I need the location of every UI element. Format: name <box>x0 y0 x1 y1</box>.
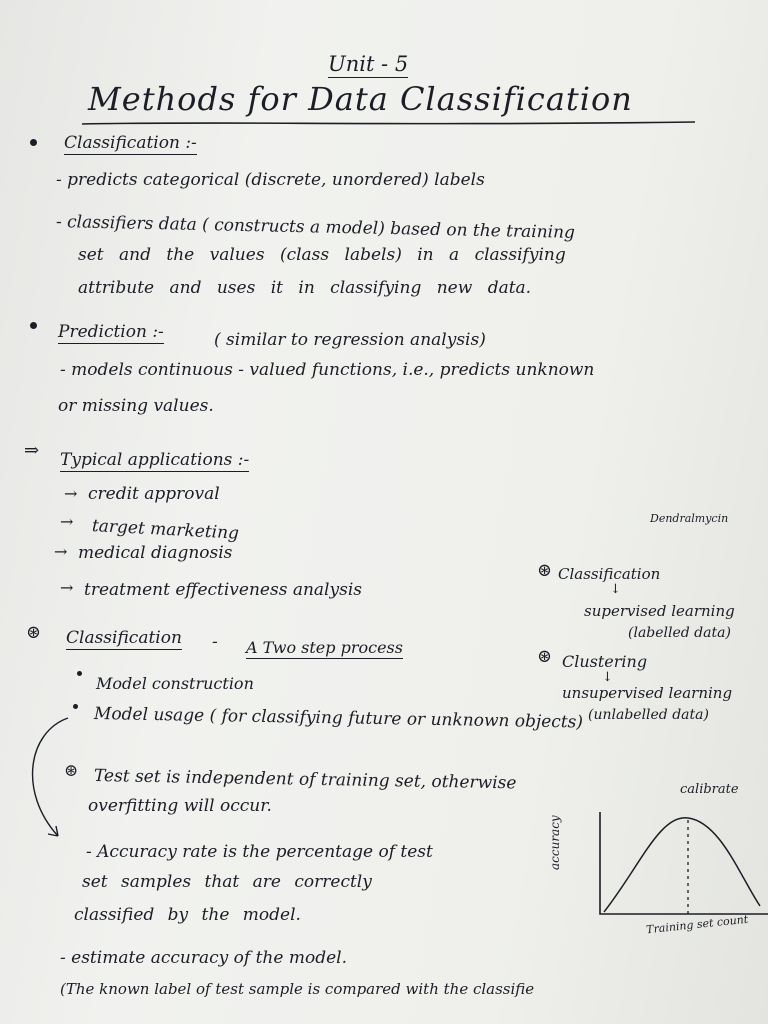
app-arrow-icon: → <box>54 542 68 561</box>
side-supervised: supervised learning <box>584 602 735 620</box>
two-step-dash: - <box>212 632 218 652</box>
two-step-rest: A Two step process <box>246 638 403 657</box>
accuracy-line2: set samples that are correctly <box>82 872 372 892</box>
down-arrow-icon: ↓ <box>610 582 621 597</box>
side-labelled: (labelled data) <box>628 625 731 641</box>
classification-line3: set and the values (class labels) in a classifying <box>78 245 566 265</box>
star-icon: ⊛ <box>64 761 79 781</box>
prediction-line1: - models continuous - valued functions, i.e., predicts unknown <box>60 360 595 380</box>
star-icon: ⊛ <box>26 622 42 643</box>
two-step-item2: Model usage ( for classifying future or unknown objects) <box>93 704 584 733</box>
app-arrow-icon: → <box>60 578 74 597</box>
accuracy-line1: - Accuracy rate is the percentage of test <box>86 842 433 862</box>
page-title: Methods for Data Classification <box>88 80 633 118</box>
graph-ylabel: accuracy <box>548 815 562 870</box>
side-classification: Classification <box>558 565 661 583</box>
application-item: target marketing <box>91 516 240 544</box>
test-set-calibrate: calibrate <box>680 782 739 797</box>
prediction-bullet <box>30 322 37 329</box>
two-step-item1: Model construction <box>96 674 254 693</box>
accuracy-line3: classified by the model. <box>74 905 301 925</box>
arrow-icon: ⇒ <box>24 440 40 461</box>
list-bullet <box>77 671 82 676</box>
down-arrow-icon: ↓ <box>602 670 613 685</box>
side-clustering: Clustering <box>562 652 648 671</box>
two-step-heading: Classification <box>66 628 182 648</box>
prediction-heading: Prediction :- <box>58 322 164 342</box>
app-arrow-icon: → <box>64 484 78 503</box>
application-item: treatment effectiveness analysis <box>84 580 362 600</box>
star-icon: ⊛ <box>537 560 553 581</box>
classification-heading: Classification :- <box>64 133 197 153</box>
classification-bullet <box>30 139 37 146</box>
test-set-line1: Test set is independent of training set, otherwise <box>93 766 517 794</box>
prediction-note: ( similar to regression analysis) <box>214 330 486 350</box>
classification-line1: - predicts categorical (discrete, unordered) labels <box>56 170 485 190</box>
side-dendral: Dendralmycin <box>650 512 729 525</box>
star-icon: ⊛ <box>537 646 553 667</box>
side-unsupervised: unsupervised learning <box>562 684 733 702</box>
accuracy-line4: - estimate accuracy of the model. <box>60 948 347 968</box>
classification-line4: attribute and uses it in classifying new data. <box>78 278 532 298</box>
app-arrow-icon: → <box>60 512 74 531</box>
classification-line2: - classifiers data ( constructs a model) based on the training <box>55 212 576 243</box>
application-item: medical diagnosis <box>78 543 233 563</box>
application-item: credit approval <box>88 484 220 504</box>
test-set-line2: overfitting will occur. <box>88 796 272 816</box>
graph-axes <box>600 812 768 914</box>
accuracy-curve <box>604 818 760 912</box>
unit-heading: Unit - 5 <box>328 52 409 76</box>
accuracy-line5: (The known label of test sample is compared with the classifie <box>60 980 535 998</box>
graph-xlabel: Training set count <box>645 912 749 937</box>
prediction-line2: or missing values. <box>58 396 214 416</box>
list-bullet <box>73 704 78 709</box>
title-underline <box>80 118 700 128</box>
applications-heading: Typical applications :- <box>60 450 250 470</box>
side-unlabelled: (unlabelled data) <box>588 707 709 723</box>
